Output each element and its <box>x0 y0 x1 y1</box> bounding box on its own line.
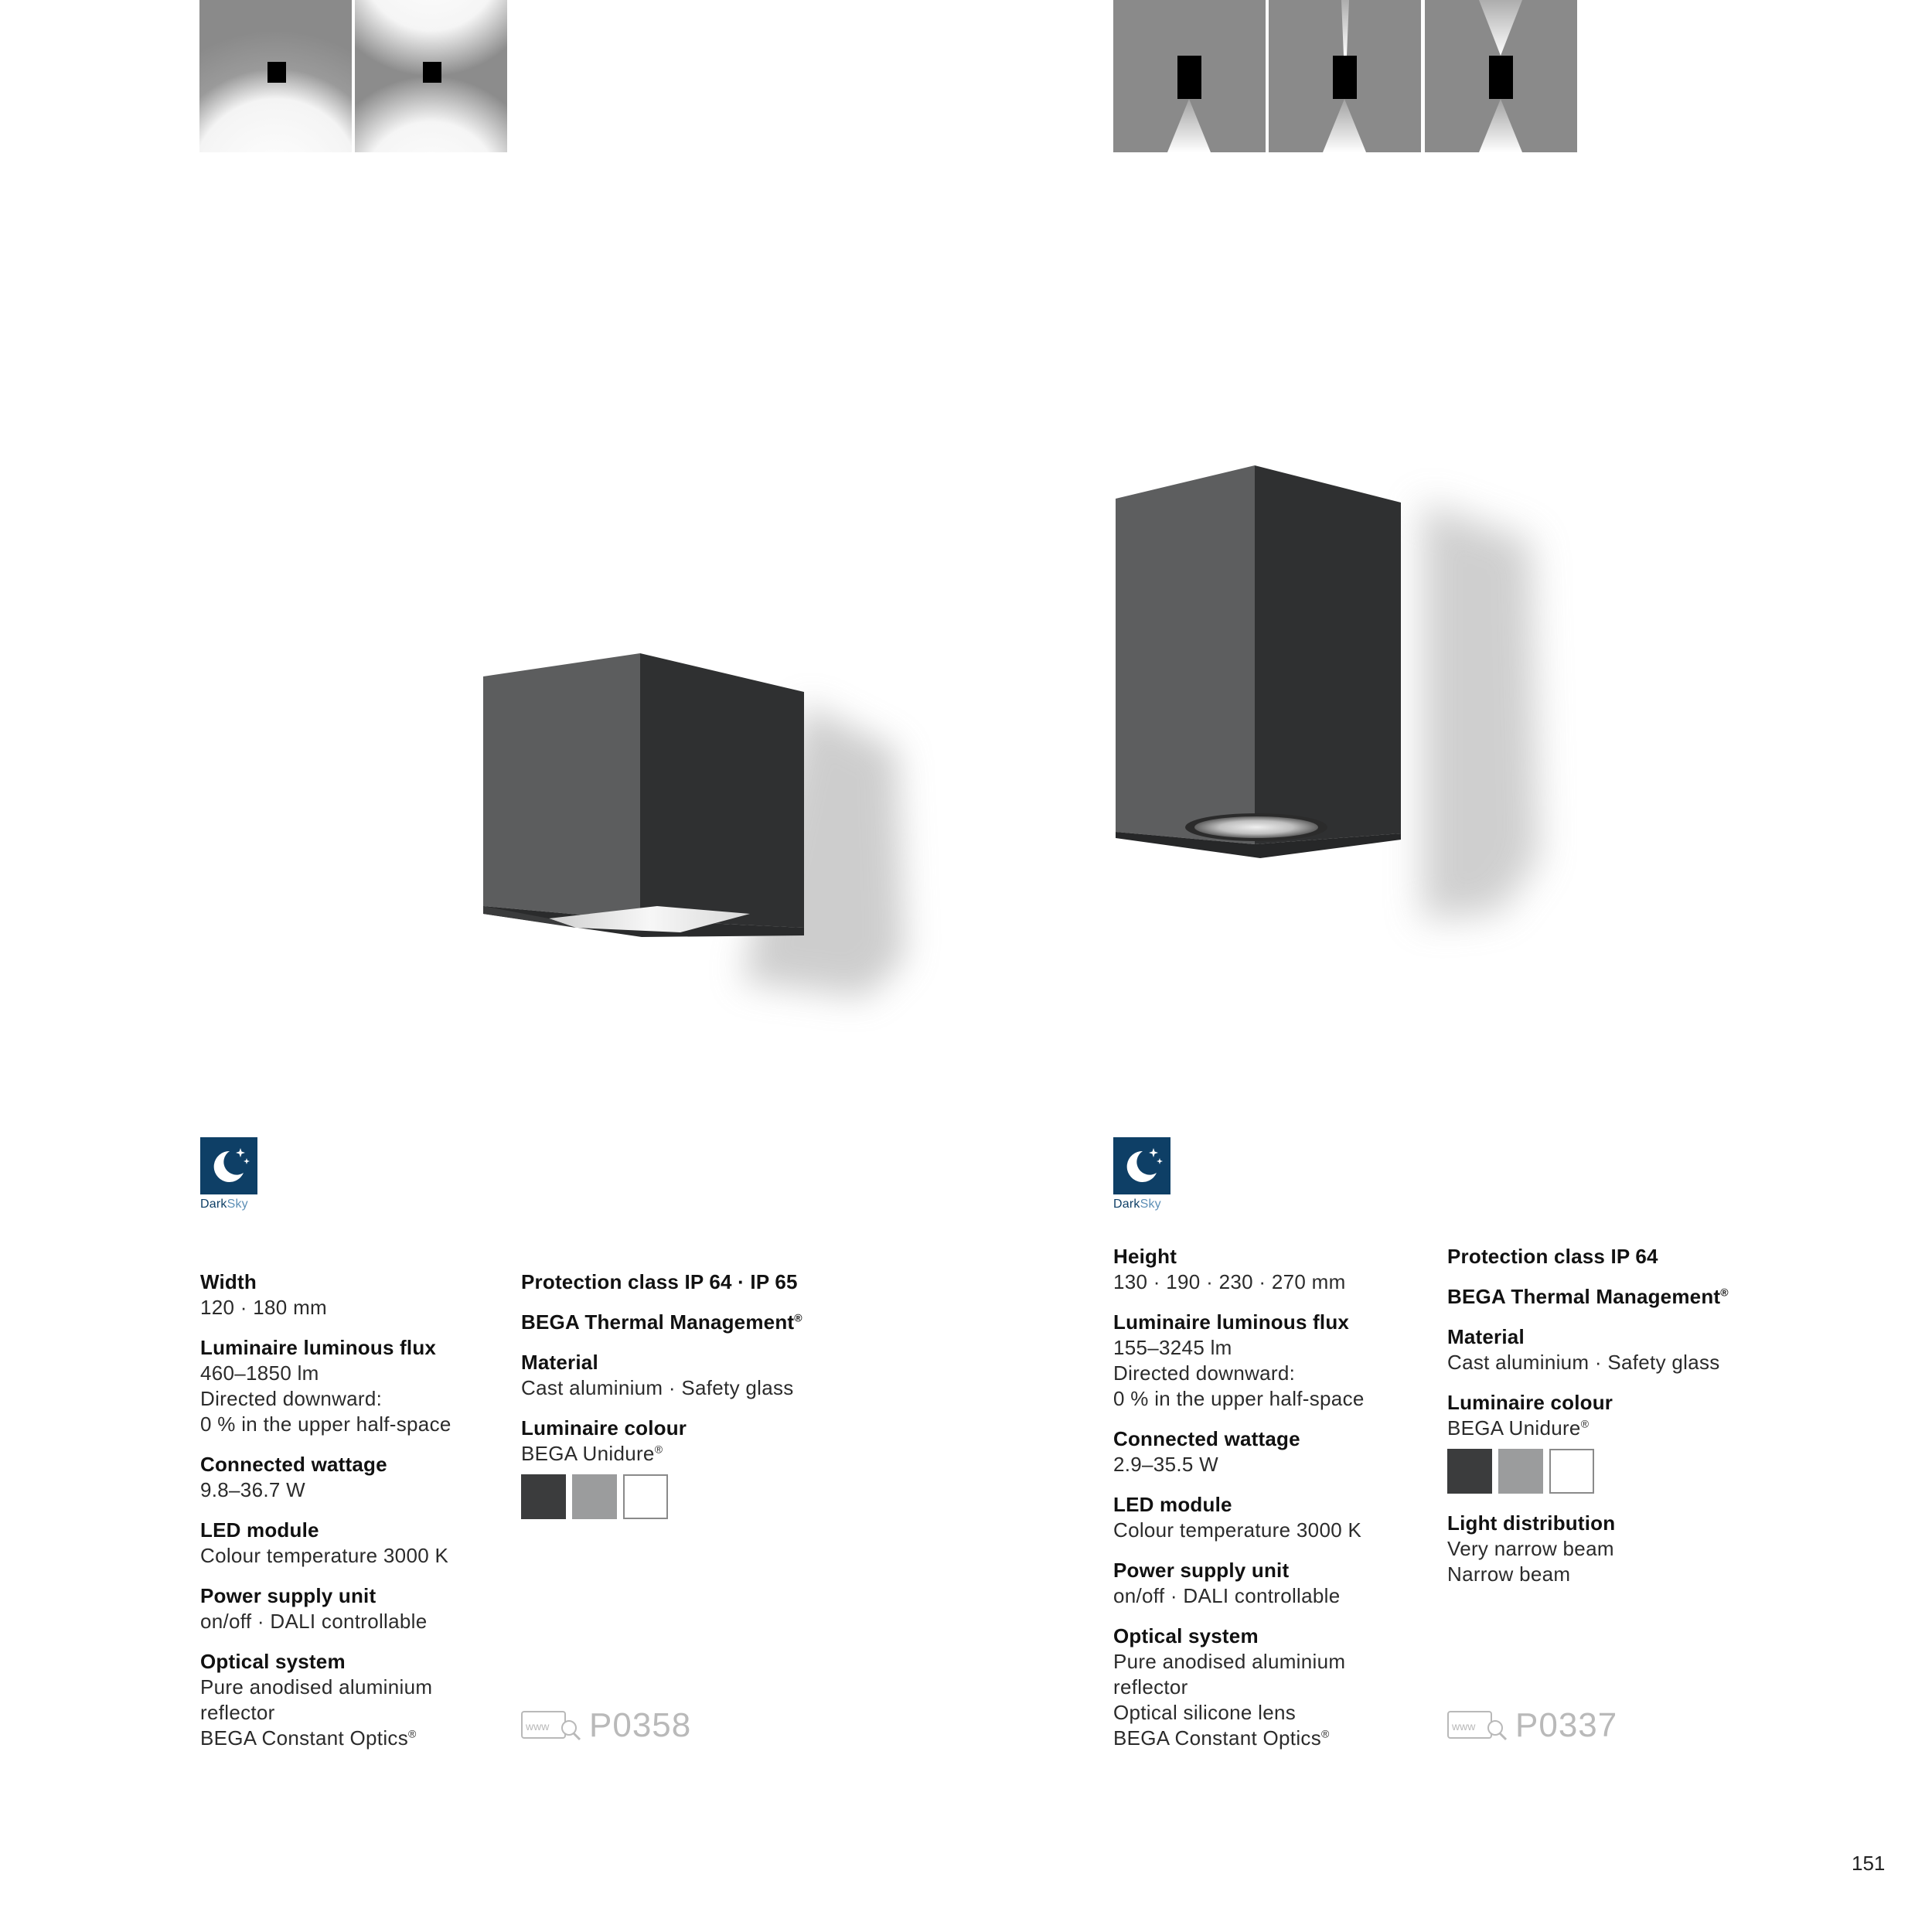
colour-swatches <box>1447 1449 1757 1494</box>
swatch-graphite <box>1447 1449 1492 1494</box>
spec-luminous-flux: Luminaire luminous flux 155–3245 lm Directed downward: 0 % in the upper half-space <box>1113 1310 1365 1410</box>
thermal-management: BEGA Thermal Management® <box>1447 1285 1729 1308</box>
crescent-moon-icon <box>200 1137 257 1194</box>
spec-optical-system: Optical system Pure anodised aluminium reflector Optical silicone lens BEGA Constant Optics® <box>1113 1624 1346 1750</box>
spec-led-module: LED module Colour temperature 3000 K <box>200 1518 449 1567</box>
darksky-label: DarkSky <box>200 1198 248 1211</box>
wall-luminaire-cube-image <box>464 634 943 1036</box>
spec-light-distribution: Light distribution Very narrow beam Narrow beam <box>1447 1511 1616 1586</box>
spec-connected-wattage: Connected wattage 9.8–36.7 W <box>200 1453 387 1501</box>
spec-luminous-flux: Luminaire luminous flux 460–1850 lm Directed downward: 0 % in the upper half-space <box>200 1336 451 1436</box>
light-distribution-narrow-updown-thumb <box>1425 0 1577 152</box>
thermal-management: BEGA Thermal Management® <box>521 1310 802 1334</box>
svg-text:www: www <box>1452 1720 1476 1733</box>
wall-luminaire-tall-image <box>1098 456 1577 959</box>
light-distribution-downward-thumb <box>199 0 352 152</box>
spec-width: Width 120 · 180 mm <box>200 1270 328 1319</box>
left-specs-column-2 <box>521 1269 830 1534</box>
swatch-silver <box>1498 1449 1543 1494</box>
page-number: 151 <box>1852 1852 1886 1875</box>
spec-power-supply: Power supply unit on/off · DALI controllable <box>1113 1559 1341 1607</box>
darksky-badge <box>200 1137 257 1211</box>
left-specs-column <box>200 1269 509 1766</box>
darksky-badge <box>1113 1137 1170 1211</box>
swatch-graphite <box>521 1474 566 1519</box>
colour-swatches <box>521 1474 830 1519</box>
spec-power-supply: Power supply unit on/off · DALI controllable <box>200 1584 428 1633</box>
spec-luminaire-colour: Luminaire colour BEGA Unidure® <box>521 1416 830 1519</box>
web-search-icon <box>521 1709 581 1742</box>
protection-class: Protection class IP 64 <box>1447 1245 1658 1268</box>
spec-height: Height 130 · 190 · 230 · 270 mm <box>1113 1245 1346 1293</box>
right-specs-column <box>1113 1244 1423 1766</box>
spec-connected-wattage: Connected wattage 2.9–35.5 W <box>1113 1427 1300 1476</box>
crescent-moon-icon <box>1113 1137 1170 1194</box>
swatch-silver <box>572 1474 617 1519</box>
swatch-white <box>1549 1449 1594 1494</box>
light-distribution-updown-thumb <box>355 0 507 152</box>
product-code: P0337 <box>1515 1706 1618 1744</box>
spec-luminaire-colour: Luminaire colour BEGA Unidure® <box>1447 1390 1757 1494</box>
spec-led-module: LED module Colour temperature 3000 K <box>1113 1493 1362 1542</box>
spec-material: Material Cast aluminium · Safety glass <box>1447 1325 1720 1374</box>
product-code-link[interactable] <box>521 1706 691 1745</box>
light-distribution-narrow-down-thumb <box>1113 0 1266 152</box>
right-specs-column-2 <box>1447 1244 1757 1602</box>
protection-class: Protection class IP 64 · IP 65 <box>521 1270 798 1293</box>
spec-material: Material Cast aluminium · Safety glass <box>521 1351 794 1399</box>
swatch-white <box>623 1474 668 1519</box>
svg-text:www: www <box>526 1720 550 1733</box>
product-code: P0358 <box>589 1706 692 1744</box>
light-distribution-very-narrow-updown-thumb <box>1269 0 1421 152</box>
spec-optical-system: Optical system Pure anodised aluminium reflector BEGA Constant Optics® <box>200 1650 433 1750</box>
darksky-label: DarkSky <box>1113 1198 1161 1211</box>
web-search-icon <box>1447 1709 1508 1742</box>
product-code-link[interactable] <box>1447 1706 1617 1745</box>
